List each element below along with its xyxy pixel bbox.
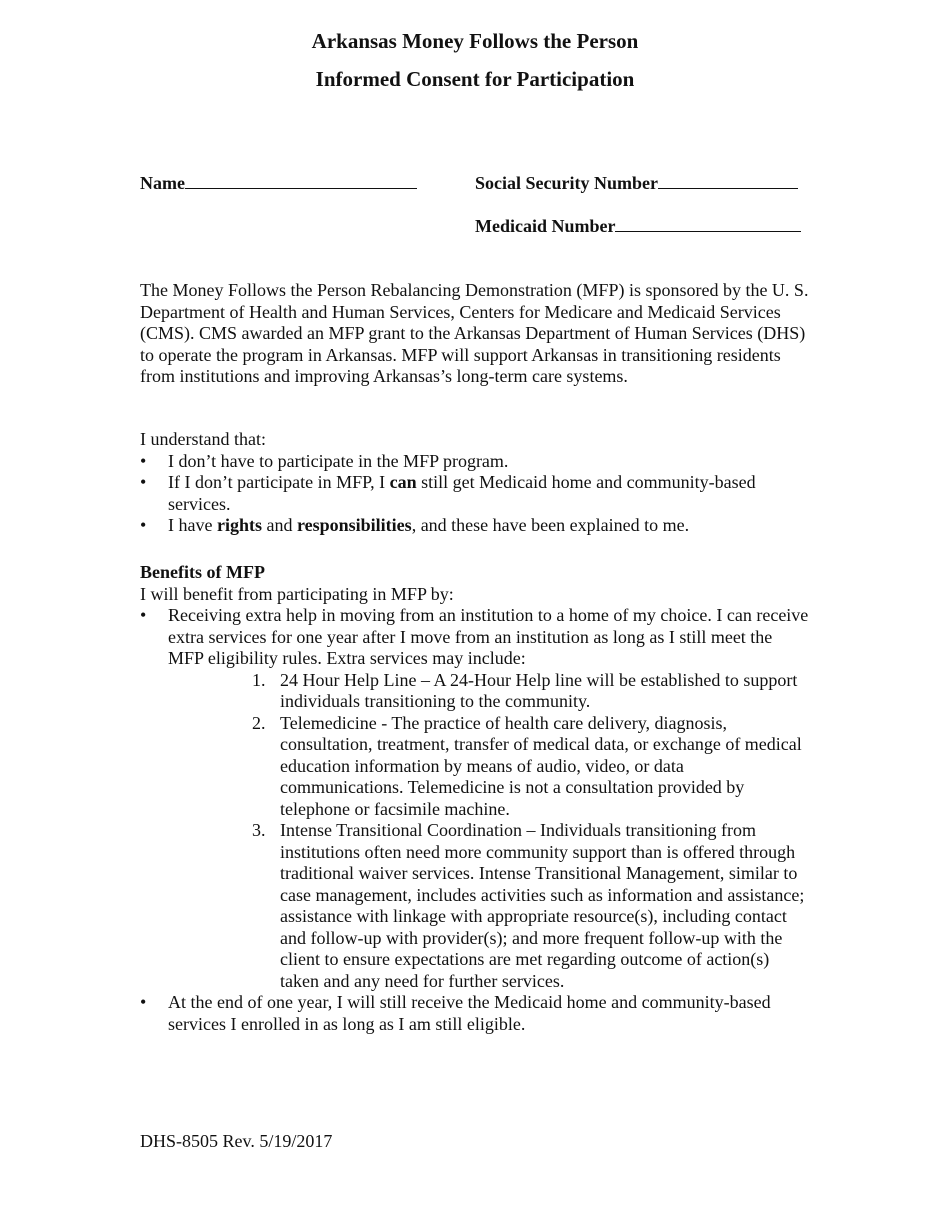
service-text: 24 Hour Help Line – A 24-Hour Help line will be established to support individuals transitioning to the community. — [280, 669, 798, 711]
intro-paragraph: The Money Follows the Person Rebalancing Demonstration (MFP) is sponsored by the U. S. Department of Health and Human Services, Centers for Medicare and Medicaid Services (CMS). CMS awarded an MFP grant to the Arkansas Department of Human Services (DHS) to operate the program in Arkansas. MFP will support Arkansas in transitioning residents from institutions and improving Arkansas’s long-term care systems. — [140, 280, 809, 386]
text-run: If I don’t participate in MFP, I — [168, 472, 390, 492]
ssn-field[interactable] — [475, 172, 798, 194]
medicaid-blank-line[interactable] — [615, 215, 801, 232]
service-text: Intense Transitional Coordination – Individuals transitioning from institutions often need more community support than is offered through traditional waiver services. Intense Transitional Management, similar to case management, includes activities such as information and assistance; assistance with linkage with appropriate resource(s), including contact and follow-up with provider(s); and more frequent follow-up with the client to ensure expectations are met regarding outcome of action(s) taken and any need for further services. — [280, 820, 805, 991]
service-number: 3. — [252, 820, 266, 840]
bullet-icon: • — [140, 515, 147, 535]
service-item — [252, 713, 810, 821]
services-list — [252, 670, 810, 993]
list-item-text — [168, 515, 689, 535]
ssn-blank-line[interactable] — [658, 172, 798, 189]
understand-list — [140, 451, 810, 537]
list-item — [140, 451, 810, 473]
text-run: still get Medicaid home and community-based services. — [168, 472, 756, 514]
list-item — [140, 472, 810, 515]
text-run: and — [261, 515, 297, 535]
bullet-icon: • — [140, 450, 147, 471]
emphasis-can: can — [389, 472, 417, 492]
benefits-lead: I will benefit from participating in MFP by: — [140, 583, 454, 604]
emphasis-responsibilities: responsibilities — [296, 515, 412, 535]
name-blank-line[interactable] — [185, 172, 417, 189]
bullet-icon: • — [140, 472, 147, 492]
understand-lead: I understand that: — [140, 429, 266, 449]
service-number: 1. — [252, 669, 266, 690]
document-subtitle: Informed Consent for Participation — [315, 67, 635, 91]
service-number: 2. — [252, 712, 266, 733]
text-run: I have — [168, 515, 217, 535]
medicaid-field[interactable] — [475, 215, 801, 237]
name-label: Name — [140, 173, 185, 193]
intro-section — [140, 280, 810, 388]
benefits-section — [140, 562, 810, 1035]
bullet-icon: • — [140, 605, 147, 625]
service-item — [252, 820, 810, 992]
ssn-label: Social Security Number — [475, 173, 658, 193]
list-item-text: I don’t have to participate in the MFP program. — [168, 450, 509, 471]
list-item — [140, 605, 810, 992]
list-item — [140, 992, 810, 1035]
document-title: Arkansas Money Follows the Person — [311, 29, 639, 53]
bullet-icon: • — [140, 992, 147, 1012]
list-item-text: Receiving extra help in moving from an institution to a home of my choice. I can receive extra services for one year after I move from an institution as long as I still meet the MFP eligibility rules. Extra services may include: — [168, 605, 809, 668]
name-field[interactable] — [140, 172, 417, 194]
list-item-text — [168, 472, 756, 514]
list-item-text: At the end of one year, I will still receive the Medicaid home and community-based services I enrolled in as long as I am still eligible. — [168, 992, 771, 1034]
medicaid-label: Medicaid Number — [475, 216, 616, 236]
benefits-list — [140, 605, 810, 1035]
service-text: Telemedicine - The practice of health care delivery, diagnosis, consultation, treatment, transfer of medical data, or exchange of medical education information by means of audio, video, or data communications. Telemedicine is not a consultation provided by telephone or facsimile machine. — [280, 712, 802, 819]
service-item — [252, 670, 810, 713]
text-run: , and these have been explained to me. — [411, 515, 690, 535]
emphasis-rights: rights — [216, 515, 262, 535]
understand-section — [140, 429, 810, 537]
list-item — [140, 515, 810, 537]
benefits-heading: Benefits of MFP — [140, 562, 265, 582]
form-id-footer: DHS-8505 Rev. 5/19/2017 — [140, 1131, 333, 1151]
